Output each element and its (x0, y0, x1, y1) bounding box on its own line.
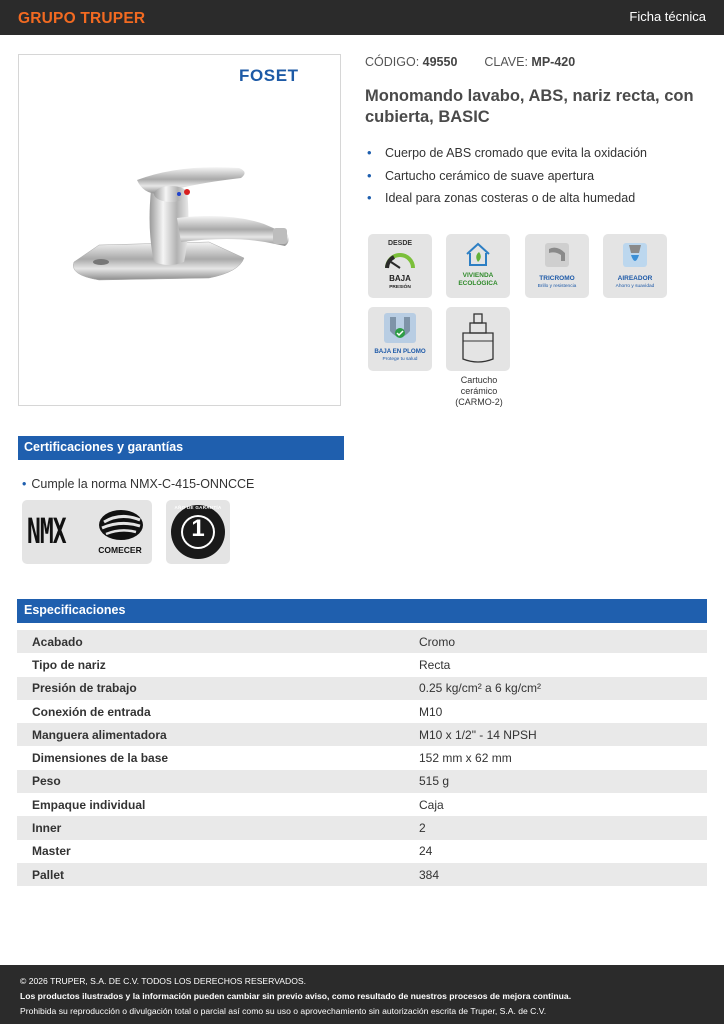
sheet-type-label: Ficha técnica (629, 9, 706, 24)
specifications-header: Especificaciones (17, 599, 707, 623)
foset-logo: FOSET (239, 66, 299, 85)
feature-item: • Cartucho cerámico de suave apertura (367, 169, 647, 192)
certification-item: • Cumple la norma NMX-C-415-ONNCCE (22, 477, 255, 491)
comecer-emblem-icon (96, 508, 146, 542)
top-bar (0, 0, 724, 35)
warranty-badge (166, 500, 230, 564)
warranty-ring-text: AÑO DE GARANTÍA (174, 505, 222, 510)
table-row: Dimensiones de la base 152 mm x 62 mm (17, 746, 707, 769)
table-row: Master 24 (17, 840, 707, 863)
product-title: Monomando lavabo, ABS, nariz recta, con cubierta, BASIC (365, 87, 694, 126)
footer-legal: Prohibida su reproducción o divulgación total o parcial así como su uso o aprovechamiento sin autorización escrita de Truper, S.A. de C.V. (20, 1006, 547, 1016)
badge-baja-presion: DESDE BAJA PRESIÓN (368, 234, 432, 298)
table-row: Peso 515 g (17, 770, 707, 793)
footer (0, 965, 724, 1024)
footer-notice: Los productos ilustrados y la información pueden cambiar sin previo aviso, como resultado de nuestros procesos de mejora continua. (20, 991, 572, 1001)
badge-vivienda-ecologica: VIVIENDA ECOLÓGICA (446, 234, 510, 298)
code-label: CÓDIGO: (365, 55, 420, 69)
badge-cartucho (446, 307, 510, 371)
chrome-faucet-icon (541, 239, 573, 271)
footer-copyright: © 2026 TRUPER, S.A. DE C.V. TODOS LOS DERECHOS RESERVADOS. (20, 976, 307, 986)
brand-logo-truper: GRUPO TRUPER (18, 10, 146, 27)
faucet-image (59, 150, 309, 285)
product-code-line (365, 55, 575, 69)
warranty-years: 1 (191, 515, 205, 542)
aerator-icon (619, 239, 651, 271)
key-label: CLAVE: (484, 55, 528, 69)
specifications-table (17, 630, 707, 886)
badge-tricromo: TRICROMO Brillo y resistencia (525, 234, 589, 298)
cartridge-caption: Cartucho cerámico (CARMO-2) (455, 375, 503, 407)
table-row: Pallet 384 (17, 863, 707, 886)
certifications-header: Certificaciones y garantías (18, 436, 344, 460)
product-image-box (18, 54, 341, 406)
feature-item: • Cuerpo de ABS cromado que evita la oxidación (367, 146, 647, 169)
nmx-logo: NMX (27, 513, 66, 552)
nmx-comecer-logos (22, 500, 152, 564)
feature-item: • Ideal para zonas costeras o de alta humedad (367, 191, 647, 214)
comecer-logo-text: COMECER (98, 545, 142, 555)
table-row: Manguera alimentadora M10 x 1/2" - 14 NPSH (17, 723, 707, 746)
product-key: MP-420 (531, 55, 576, 69)
table-row: Conexión de entrada M10 (17, 700, 707, 723)
table-row: Inner 2 (17, 816, 707, 839)
table-row: Presión de trabajo 0.25 kg/cm² a 6 kg/cm² (17, 677, 707, 700)
badge-aireador: AIREADOR Ahorro y suavidad (603, 234, 667, 298)
cartridge-icon (458, 311, 498, 367)
badge-baja-en-plomo: BAJA EN PLOMO Protege tu salud (368, 307, 432, 371)
lead-free-icon (382, 311, 418, 345)
eco-house-icon (464, 240, 492, 268)
table-row: Acabado Cromo (17, 630, 707, 653)
product-code: 49550 (422, 55, 458, 69)
table-row: Tipo de nariz Recta (17, 653, 707, 676)
gauge-icon (384, 250, 416, 270)
feature-list (367, 146, 647, 214)
table-row: Empaque individual Caja (17, 793, 707, 816)
